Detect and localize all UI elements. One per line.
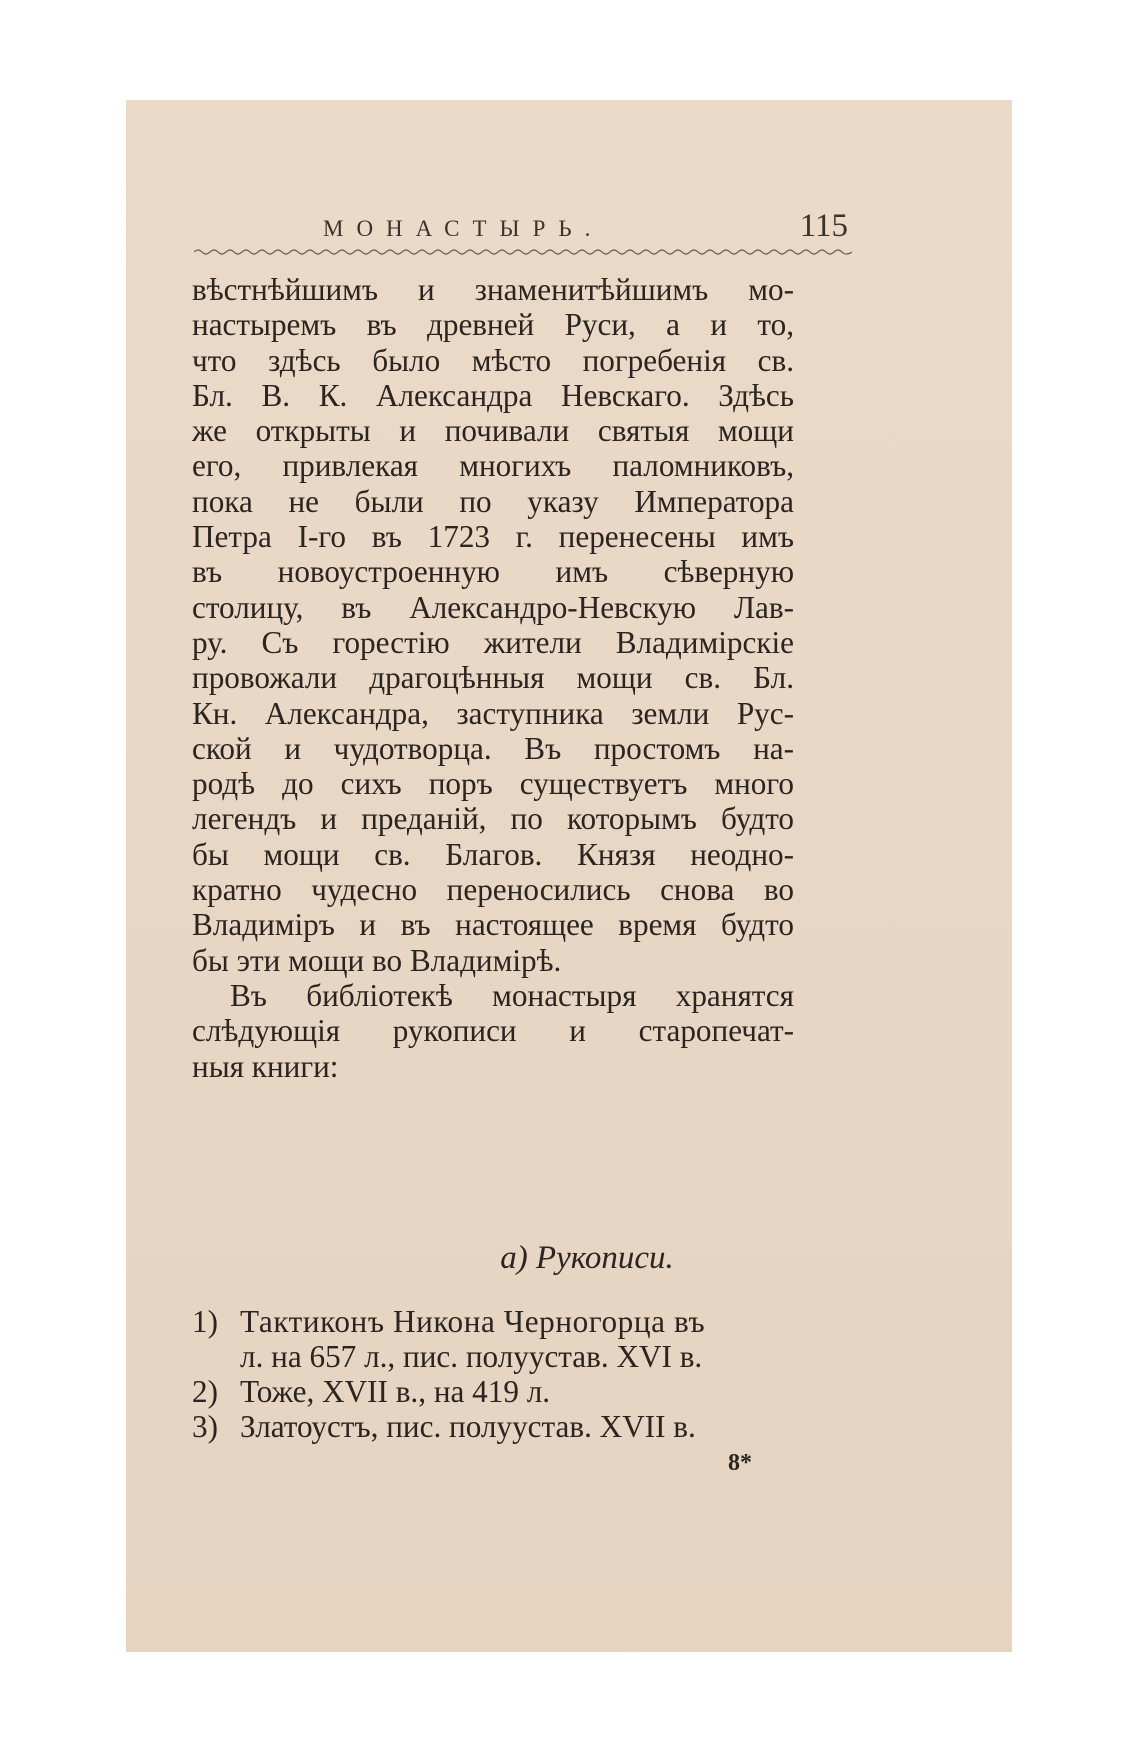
body-line: же открыты и почивали святыя мощи	[192, 413, 794, 449]
body-line: легендъ и преданій, по которымъ будто	[192, 801, 794, 837]
body-line: вѣстнѣйшимъ и знаменитѣйшимъ мо-	[192, 272, 794, 307]
body-line: въ новоустроенную имъ сѣверную	[192, 554, 794, 590]
body-line: родѣ до сихъ поръ существуетъ много	[192, 766, 794, 802]
list-item	[192, 1409, 794, 1444]
body-line: Въ библіотекѣ монастыря хранятся	[230, 977, 794, 1013]
list-line: Тактиконъ Никона Черногорца въ	[240, 1304, 706, 1339]
body-line: Владиміръ и въ настоящее время будто	[192, 907, 794, 943]
body-text	[192, 272, 794, 1084]
book-page	[126, 100, 1012, 1652]
body-line: Бл. В. К. Александра Невскаго. Здѣсь	[192, 377, 794, 413]
body-line: ру. Съ горестію жители Владимірскіе	[192, 624, 794, 660]
list-number: 2)	[192, 1374, 218, 1409]
section-heading: а) Рукописи.	[500, 1240, 674, 1276]
list-number: 1)	[192, 1304, 218, 1339]
body-line: его, привлекая многихъ паломниковъ,	[192, 448, 794, 484]
wavy-rule	[194, 248, 852, 256]
body-line: кратно чудесно переносились снова во	[192, 872, 794, 908]
list-item	[192, 1304, 794, 1374]
body-line: Петра I-го въ 1723 г. перенесены имъ	[192, 519, 794, 555]
signature-mark: 8*	[728, 1450, 752, 1476]
body-line: бы эти мощи во Владимірѣ.	[192, 942, 562, 978]
body-line: слѣдующія рукописи и старопечат-	[192, 1013, 794, 1049]
body-line: что здѣсь было мѣсто погребенія св.	[192, 342, 794, 378]
list-number: 3)	[192, 1409, 218, 1444]
page-number: 115	[799, 208, 848, 244]
body-line: столицу, въ Александро-Невскую Лав-	[192, 589, 794, 625]
list-line: л. на 657 л., пис. полуустав. XVI в.	[240, 1339, 703, 1374]
list-item	[192, 1374, 794, 1409]
running-title: МОНАСТЫРЬ.	[323, 216, 604, 241]
body-line: бы мощи св. Благов. Князя неодно-	[192, 836, 794, 872]
body-line: ской и чудотворца. Въ простомъ на-	[192, 730, 794, 766]
body-line: пока не были по указу Императора	[192, 483, 794, 519]
body-line: Кн. Александра, заступника земли Рус-	[192, 695, 794, 731]
running-head	[194, 208, 852, 256]
list-line: Тоже, XVII в., на 419 л.	[240, 1374, 551, 1409]
body-line: настыремъ въ древней Руси, а и то,	[192, 307, 794, 343]
list-line: Златоустъ, пис. полуустав. XVII в.	[240, 1409, 696, 1444]
body-line: провожали драгоцѣнныя мощи св. Бл.	[192, 660, 794, 696]
body-line: ныя книги:	[192, 1048, 339, 1084]
manuscript-list	[192, 1304, 794, 1444]
